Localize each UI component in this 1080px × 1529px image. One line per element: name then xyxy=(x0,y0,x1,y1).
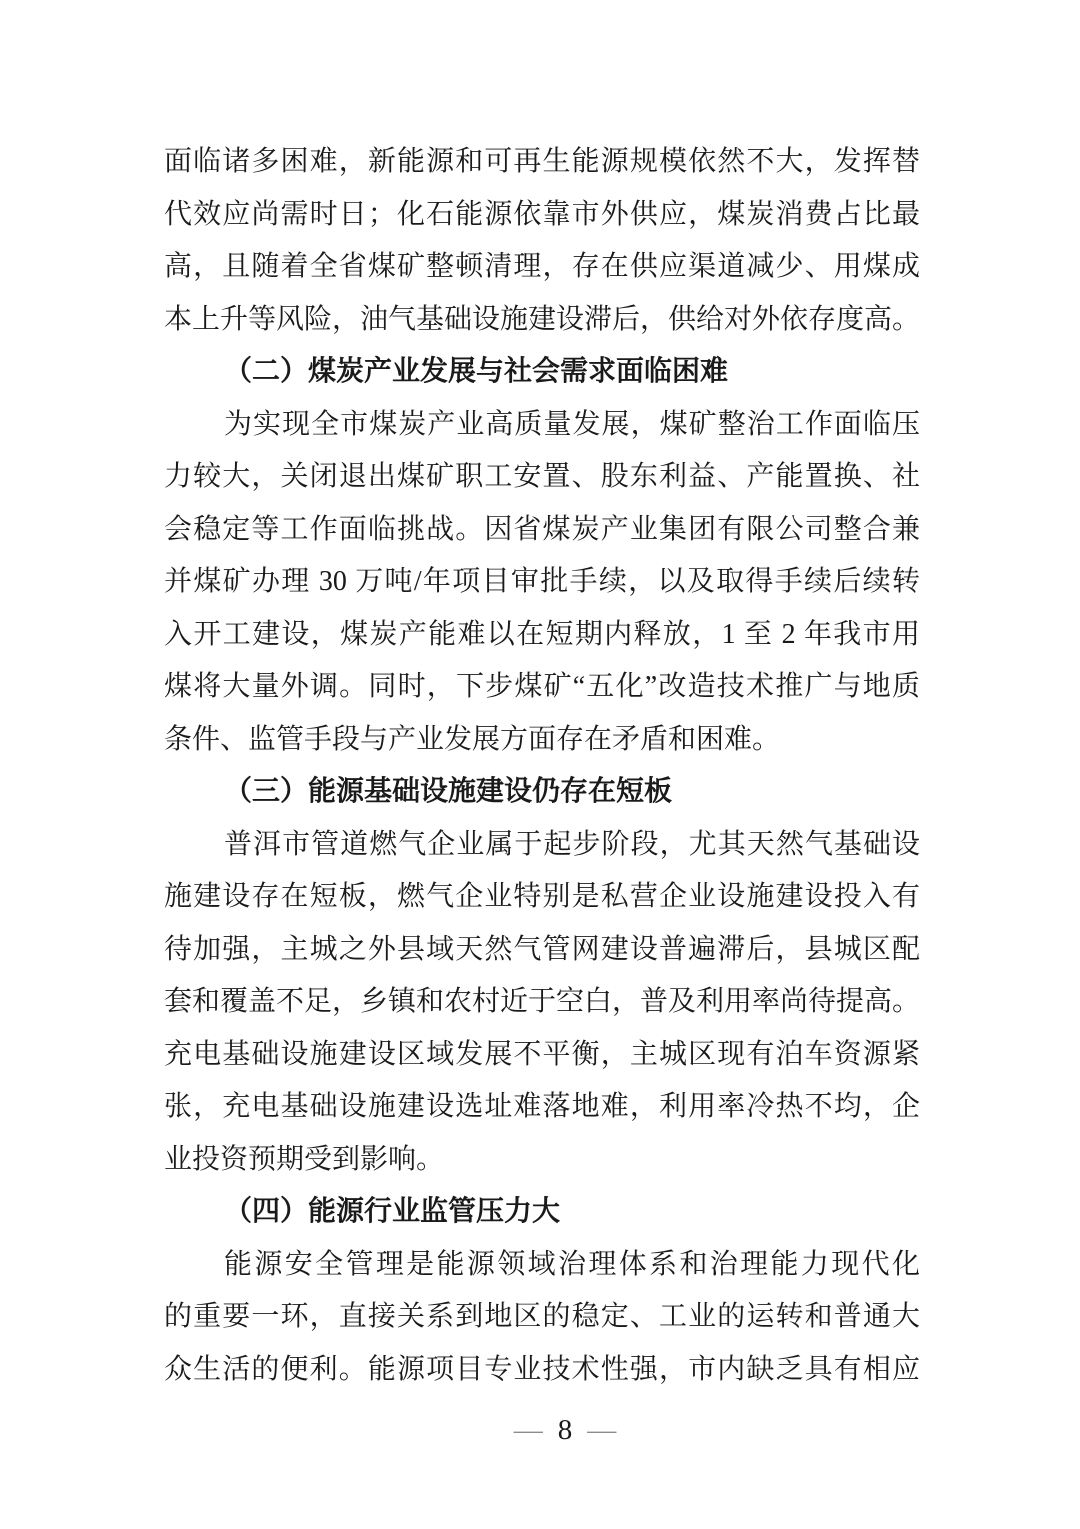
page-number: 8 xyxy=(557,1414,573,1446)
text-line: 条件、监管手段与产业发展方面存在矛盾和困难。 xyxy=(164,723,781,755)
text-line: 本上升等风险，油气基础设施建设滞后，供给对外依存度高。 xyxy=(164,303,920,335)
text-line: 普洱市管道燃气企业属于起步阶段，尤其天然气基础设 xyxy=(224,828,920,860)
text-line: 充电基础设施建设区域发展不平衡，主城区现有泊车资源紧 xyxy=(164,1038,920,1070)
text-line: 为实现全市煤炭产业高质量发展，煤矿整治工作面临压 xyxy=(224,408,920,440)
text-line: 并煤矿办理 30 万吨/年项目审批手续，以及取得手续后续转 xyxy=(164,566,920,597)
page-footer xyxy=(25,1410,1080,1450)
footer-dash-right: — xyxy=(587,1414,617,1446)
text-line: 入开工建设，煤炭产能难以在短期内释放，1 至 2 年我市用 xyxy=(164,618,920,650)
text-line: 力较大，关闭退出煤矿职工安置、股东利益、产能置换、社 xyxy=(164,461,920,492)
text-line: 张，充电基础设施建设选址难落地难，利用率冷热不均，企 xyxy=(164,1091,920,1122)
footer-dash-left: — xyxy=(513,1414,543,1446)
text-line: 能源安全管理是能源领域治理体系和治理能力现代化 xyxy=(224,1248,920,1280)
section-heading: （三）能源基础设施建设仍存在短板 xyxy=(224,776,673,807)
text-line: 待加强，主城之外县域天然气管网建设普遍滞后，县城区配 xyxy=(164,933,920,965)
text-line: 套和覆盖不足，乡镇和农村近于空白，普及利用率尚待提高。 xyxy=(164,986,920,1017)
section-heading: （二）煤炭产业发展与社会需求面临困难 xyxy=(224,356,729,387)
document-body xyxy=(164,136,920,1396)
text-line: 众生活的便利。能源项目专业技术性强，市内缺乏具有相应 xyxy=(164,1353,920,1385)
text-line: 高，且随着全省煤矿整顿清理，存在供应渠道减少、用煤成 xyxy=(164,251,920,282)
text-line: 的重要一环，直接关系到地区的稳定、工业的运转和普通大 xyxy=(164,1301,920,1332)
text-line: 业投资预期受到影响。 xyxy=(164,1143,445,1175)
text-line: 会稳定等工作面临挑战。因省煤炭产业集团有限公司整合兼 xyxy=(164,513,920,545)
text-line: 面临诸多困难，新能源和可再生能源规模依然不大，发挥替 xyxy=(164,146,920,177)
text-line: 煤将大量外调。同时，下步煤矿“五化”改造技术推广与地质 xyxy=(164,671,920,702)
text-line: 代效应尚需时日；化石能源依靠市外供应，煤炭消费占比最 xyxy=(164,198,920,230)
section-heading: （四）能源行业监管压力大 xyxy=(224,1196,561,1227)
text-line: 施建设存在短板，燃气企业特别是私营企业设施建设投入有 xyxy=(164,881,920,912)
